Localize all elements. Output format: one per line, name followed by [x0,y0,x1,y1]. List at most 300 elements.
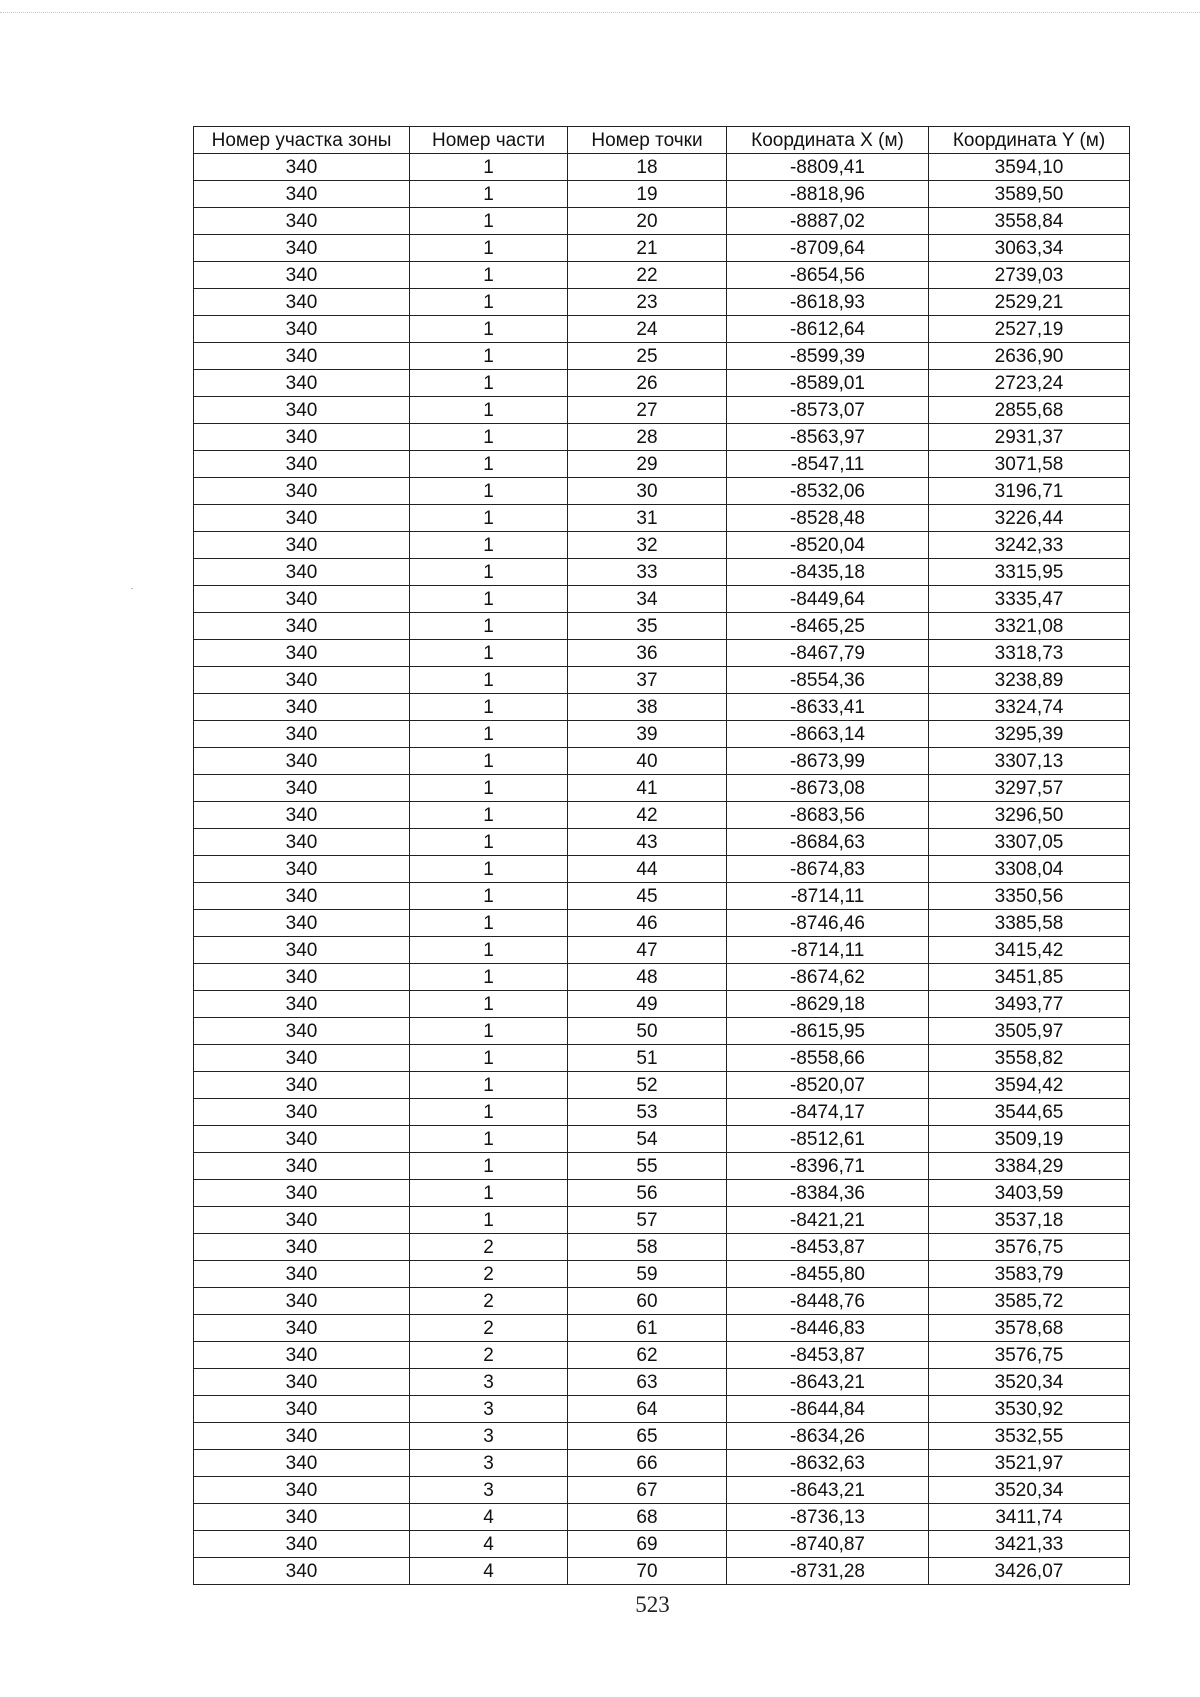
cell-part-number: 1 [410,1072,568,1099]
cell-point-number: 29 [568,451,727,478]
cell-coordinate-x: -8736,13 [727,1504,929,1531]
cell-point-number: 39 [568,721,727,748]
cell-point-number: 70 [568,1558,727,1585]
cell-point-number: 67 [568,1477,727,1504]
cell-part-number: 1 [410,964,568,991]
cell-point-number: 35 [568,613,727,640]
cell-zone-section-number: 340 [194,478,410,505]
cell-coordinate-x: -8643,21 [727,1369,929,1396]
cell-coordinate-y: 3589,50 [929,181,1130,208]
table-row [194,694,1130,721]
cell-zone-section-number: 340 [194,829,410,856]
cell-zone-section-number: 340 [194,1450,410,1477]
cell-part-number: 1 [410,424,568,451]
cell-point-number: 54 [568,1126,727,1153]
cell-zone-section-number: 340 [194,1261,410,1288]
cell-coordinate-x: -8632,63 [727,1450,929,1477]
cell-part-number: 1 [410,343,568,370]
cell-point-number: 24 [568,316,727,343]
cell-zone-section-number: 340 [194,1180,410,1207]
cell-part-number: 1 [410,829,568,856]
cell-zone-section-number: 340 [194,1396,410,1423]
cell-coordinate-x: -8520,07 [727,1072,929,1099]
cell-coordinate-x: -8467,79 [727,640,929,667]
table-row [194,1153,1130,1180]
table-row [194,1072,1130,1099]
cell-coordinate-x: -8714,11 [727,937,929,964]
cell-zone-section-number: 340 [194,451,410,478]
table-row [194,505,1130,532]
cell-coordinate-x: -8818,96 [727,181,929,208]
cell-part-number: 1 [410,667,568,694]
cell-coordinate-x: -8589,01 [727,370,929,397]
cell-coordinate-y: 3426,07 [929,1558,1130,1585]
cell-zone-section-number: 340 [194,262,410,289]
cell-coordinate-y: 3544,65 [929,1099,1130,1126]
cell-coordinate-x: -8599,39 [727,343,929,370]
cell-coordinate-y: 3594,10 [929,154,1130,181]
cell-part-number: 1 [410,478,568,505]
cell-point-number: 66 [568,1450,727,1477]
table-row [194,1180,1130,1207]
cell-zone-section-number: 340 [194,1234,410,1261]
cell-zone-section-number: 340 [194,1423,410,1450]
cell-zone-section-number: 340 [194,154,410,181]
cell-coordinate-y: 3321,08 [929,613,1130,640]
cell-point-number: 52 [568,1072,727,1099]
table-row [194,181,1130,208]
cell-coordinate-y: 3335,47 [929,586,1130,613]
cell-part-number: 1 [410,856,568,883]
cell-coordinate-x: -8612,64 [727,316,929,343]
cell-zone-section-number: 340 [194,1531,410,1558]
table-row [194,1477,1130,1504]
table-row [194,1423,1130,1450]
cell-part-number: 1 [410,721,568,748]
cell-part-number: 1 [410,1153,568,1180]
cell-part-number: 1 [410,289,568,316]
cell-zone-section-number: 340 [194,1315,410,1342]
cell-part-number: 1 [410,748,568,775]
cell-part-number: 1 [410,154,568,181]
cell-point-number: 18 [568,154,727,181]
cell-coordinate-x: -8709,64 [727,235,929,262]
table-row [194,1288,1130,1315]
cell-coordinate-y: 3315,95 [929,559,1130,586]
cell-part-number: 1 [410,802,568,829]
table-row [194,1396,1130,1423]
cell-point-number: 23 [568,289,727,316]
cell-point-number: 25 [568,343,727,370]
cell-coordinate-x: -8684,63 [727,829,929,856]
cell-part-number: 1 [410,316,568,343]
cell-point-number: 68 [568,1504,727,1531]
table-row [194,964,1130,991]
cell-point-number: 60 [568,1288,727,1315]
cell-coordinate-y: 3242,33 [929,532,1130,559]
header-part-number: Номер части [410,127,568,154]
cell-point-number: 51 [568,1045,727,1072]
table-row [194,640,1130,667]
table-row [194,1342,1130,1369]
cell-part-number: 3 [410,1477,568,1504]
cell-part-number: 1 [410,694,568,721]
cell-coordinate-x: -8654,56 [727,262,929,289]
cell-coordinate-x: -8673,99 [727,748,929,775]
cell-point-number: 44 [568,856,727,883]
cell-point-number: 21 [568,235,727,262]
cell-coordinate-y: 3585,72 [929,1288,1130,1315]
cell-zone-section-number: 340 [194,370,410,397]
scan-edge-line [0,12,1200,13]
cell-point-number: 59 [568,1261,727,1288]
cell-coordinate-y: 3505,97 [929,1018,1130,1045]
cell-coordinate-y: 3071,58 [929,451,1130,478]
cell-coordinate-y: 2636,90 [929,343,1130,370]
cell-zone-section-number: 340 [194,640,410,667]
cell-coordinate-y: 3297,57 [929,775,1130,802]
cell-point-number: 26 [568,370,727,397]
page-number: 523 [635,1592,670,1617]
cell-point-number: 45 [568,883,727,910]
table-row [194,397,1130,424]
cell-coordinate-y: 3537,18 [929,1207,1130,1234]
cell-zone-section-number: 340 [194,532,410,559]
cell-point-number: 47 [568,937,727,964]
cell-coordinate-x: -8746,46 [727,910,929,937]
cell-coordinate-y: 3558,84 [929,208,1130,235]
cell-part-number: 1 [410,235,568,262]
cell-zone-section-number: 340 [194,1207,410,1234]
cell-coordinate-y: 3421,33 [929,1531,1130,1558]
cell-coordinate-y: 3521,97 [929,1450,1130,1477]
cell-coordinate-y: 2739,03 [929,262,1130,289]
cell-point-number: 38 [568,694,727,721]
cell-zone-section-number: 340 [194,397,410,424]
cell-coordinate-x: -8673,08 [727,775,929,802]
cell-coordinate-x: -8573,07 [727,397,929,424]
cell-coordinate-y: 3196,71 [929,478,1130,505]
table-row [194,559,1130,586]
cell-coordinate-x: -8615,95 [727,1018,929,1045]
cell-coordinate-y: 3493,77 [929,991,1130,1018]
cell-coordinate-x: -8629,18 [727,991,929,1018]
cell-part-number: 4 [410,1504,568,1531]
cell-point-number: 69 [568,1531,727,1558]
cell-coordinate-x: -8887,02 [727,208,929,235]
cell-coordinate-y: 3594,42 [929,1072,1130,1099]
cell-point-number: 32 [568,532,727,559]
cell-zone-section-number: 340 [194,1045,410,1072]
cell-part-number: 1 [410,613,568,640]
cell-zone-section-number: 340 [194,1018,410,1045]
cell-coordinate-y: 3520,34 [929,1477,1130,1504]
cell-point-number: 22 [568,262,727,289]
cell-point-number: 37 [568,667,727,694]
cell-coordinate-x: -8528,48 [727,505,929,532]
table-row [194,424,1130,451]
cell-zone-section-number: 340 [194,1099,410,1126]
cell-coordinate-x: -8663,14 [727,721,929,748]
cell-zone-section-number: 340 [194,316,410,343]
cell-point-number: 20 [568,208,727,235]
table-row [194,1045,1130,1072]
cell-part-number: 2 [410,1261,568,1288]
cell-part-number: 3 [410,1423,568,1450]
cell-coordinate-x: -8618,93 [727,289,929,316]
table-row [194,1315,1130,1342]
table-row [194,829,1130,856]
cell-coordinate-y: 3509,19 [929,1126,1130,1153]
table-row [194,991,1130,1018]
cell-coordinate-y: 3308,04 [929,856,1130,883]
cell-part-number: 4 [410,1531,568,1558]
cell-coordinate-y: 2723,24 [929,370,1130,397]
cell-zone-section-number: 340 [194,667,410,694]
cell-coordinate-y: 3295,39 [929,721,1130,748]
cell-part-number: 2 [410,1234,568,1261]
table-row [194,667,1130,694]
table-row [194,1099,1130,1126]
cell-zone-section-number: 340 [194,748,410,775]
cell-coordinate-x: -8683,56 [727,802,929,829]
cell-part-number: 2 [410,1342,568,1369]
cell-coordinate-x: -8714,11 [727,883,929,910]
table-header-row [194,127,1130,154]
table-row [194,1207,1130,1234]
table-row [194,748,1130,775]
cell-zone-section-number: 340 [194,1072,410,1099]
cell-part-number: 1 [410,532,568,559]
cell-coordinate-y: 3583,79 [929,1261,1130,1288]
scan-speck [131,588,133,589]
cell-coordinate-x: -8554,36 [727,667,929,694]
cell-coordinate-x: -8453,87 [727,1234,929,1261]
cell-zone-section-number: 340 [194,937,410,964]
table-row [194,721,1130,748]
cell-part-number: 1 [410,1018,568,1045]
cell-zone-section-number: 340 [194,1504,410,1531]
cell-zone-section-number: 340 [194,1126,410,1153]
table-row [194,856,1130,883]
cell-part-number: 3 [410,1369,568,1396]
table-row [194,1450,1130,1477]
cell-zone-section-number: 340 [194,1153,410,1180]
table-row [194,1531,1130,1558]
cell-part-number: 1 [410,586,568,613]
cell-coordinate-x: -8512,61 [727,1126,929,1153]
cell-zone-section-number: 340 [194,856,410,883]
cell-point-number: 63 [568,1369,727,1396]
cell-part-number: 1 [410,640,568,667]
cell-zone-section-number: 340 [194,694,410,721]
cell-zone-section-number: 340 [194,1288,410,1315]
cell-point-number: 48 [568,964,727,991]
cell-coordinate-x: -8396,71 [727,1153,929,1180]
cell-zone-section-number: 340 [194,181,410,208]
header-coordinate-y: Координата Y (м) [929,127,1130,154]
cell-coordinate-x: -8446,83 [727,1315,929,1342]
cell-zone-section-number: 340 [194,208,410,235]
cell-coordinate-y: 3063,34 [929,235,1130,262]
cell-coordinate-x: -8633,41 [727,694,929,721]
cell-coordinate-y: 3520,34 [929,1369,1130,1396]
cell-point-number: 40 [568,748,727,775]
cell-part-number: 3 [410,1450,568,1477]
cell-part-number: 2 [410,1288,568,1315]
cell-part-number: 1 [410,181,568,208]
cell-coordinate-x: -8532,06 [727,478,929,505]
cell-coordinate-x: -8643,21 [727,1477,929,1504]
cell-zone-section-number: 340 [194,424,410,451]
cell-coordinate-x: -8455,80 [727,1261,929,1288]
cell-zone-section-number: 340 [194,1342,410,1369]
cell-coordinate-y: 3403,59 [929,1180,1130,1207]
cell-coordinate-y: 3576,75 [929,1234,1130,1261]
cell-part-number: 2 [410,1315,568,1342]
cell-point-number: 57 [568,1207,727,1234]
cell-zone-section-number: 340 [194,586,410,613]
cell-coordinate-x: -8547,11 [727,451,929,478]
cell-coordinate-y: 3318,73 [929,640,1130,667]
cell-part-number: 1 [410,397,568,424]
cell-zone-section-number: 340 [194,235,410,262]
cell-coordinate-y: 3350,56 [929,883,1130,910]
cell-point-number: 34 [568,586,727,613]
cell-coordinate-x: -8674,62 [727,964,929,991]
table-row [194,235,1130,262]
cell-coordinate-x: -8449,64 [727,586,929,613]
cell-coordinate-y: 3576,75 [929,1342,1130,1369]
cell-zone-section-number: 340 [194,1477,410,1504]
cell-part-number: 1 [410,1180,568,1207]
cell-coordinate-y: 3411,74 [929,1504,1130,1531]
cell-part-number: 1 [410,991,568,1018]
cell-part-number: 1 [410,451,568,478]
table-row [194,1234,1130,1261]
cell-point-number: 50 [568,1018,727,1045]
coordinates-table [193,126,1130,1585]
cell-zone-section-number: 340 [194,775,410,802]
table-body [194,154,1130,1585]
cell-coordinate-y: 3385,58 [929,910,1130,937]
cell-coordinate-x: -8809,41 [727,154,929,181]
cell-point-number: 53 [568,1099,727,1126]
cell-part-number: 1 [410,1099,568,1126]
cell-point-number: 19 [568,181,727,208]
cell-coordinate-x: -8674,83 [727,856,929,883]
cell-coordinate-y: 3384,29 [929,1153,1130,1180]
cell-zone-section-number: 340 [194,991,410,1018]
cell-coordinate-x: -8644,84 [727,1396,929,1423]
cell-coordinate-x: -8474,17 [727,1099,929,1126]
table-row [194,154,1130,181]
cell-coordinate-y: 3451,85 [929,964,1130,991]
header-zone-section-number: Номер участка зоны [194,127,410,154]
table-row [194,775,1130,802]
cell-part-number: 1 [410,937,568,964]
cell-coordinate-y: 2527,19 [929,316,1130,343]
cell-part-number: 4 [410,1558,568,1585]
cell-point-number: 31 [568,505,727,532]
cell-zone-section-number: 340 [194,883,410,910]
cell-coordinate-x: -8384,36 [727,1180,929,1207]
table-row [194,1126,1130,1153]
cell-point-number: 62 [568,1342,727,1369]
cell-coordinate-y: 3296,50 [929,802,1130,829]
table-row [194,802,1130,829]
table-row [194,1369,1130,1396]
cell-coordinate-y: 2931,37 [929,424,1130,451]
table-row [194,532,1130,559]
cell-point-number: 56 [568,1180,727,1207]
cell-point-number: 58 [568,1234,727,1261]
table-row [194,1261,1130,1288]
cell-coordinate-y: 3238,89 [929,667,1130,694]
table-row [194,208,1130,235]
cell-zone-section-number: 340 [194,910,410,937]
cell-zone-section-number: 340 [194,1369,410,1396]
cell-coordinate-y: 3558,82 [929,1045,1130,1072]
cell-coordinate-x: -8563,97 [727,424,929,451]
cell-point-number: 65 [568,1423,727,1450]
cell-point-number: 27 [568,397,727,424]
cell-coordinate-y: 3415,42 [929,937,1130,964]
cell-point-number: 64 [568,1396,727,1423]
table-row [194,262,1130,289]
cell-zone-section-number: 340 [194,559,410,586]
table-row [194,613,1130,640]
table-row [194,343,1130,370]
cell-coordinate-x: -8435,18 [727,559,929,586]
cell-coordinate-y: 3532,55 [929,1423,1130,1450]
cell-point-number: 49 [568,991,727,1018]
table-row [194,883,1130,910]
cell-point-number: 61 [568,1315,727,1342]
cell-coordinate-x: -8731,28 [727,1558,929,1585]
table-row [194,1558,1130,1585]
cell-coordinate-x: -8558,66 [727,1045,929,1072]
cell-part-number: 1 [410,1207,568,1234]
table-row [194,316,1130,343]
cell-part-number: 1 [410,559,568,586]
cell-point-number: 55 [568,1153,727,1180]
cell-zone-section-number: 340 [194,721,410,748]
table-row [194,478,1130,505]
cell-part-number: 1 [410,208,568,235]
cell-zone-section-number: 340 [194,343,410,370]
table-row [194,451,1130,478]
cell-coordinate-x: -8520,04 [727,532,929,559]
cell-point-number: 43 [568,829,727,856]
cell-part-number: 1 [410,505,568,532]
cell-part-number: 3 [410,1396,568,1423]
cell-coordinate-x: -8465,25 [727,613,929,640]
cell-point-number: 42 [568,802,727,829]
cell-coordinate-y: 3578,68 [929,1315,1130,1342]
cell-zone-section-number: 340 [194,964,410,991]
table-row [194,910,1130,937]
cell-zone-section-number: 340 [194,1558,410,1585]
table-row [194,586,1130,613]
cell-point-number: 33 [568,559,727,586]
cell-zone-section-number: 340 [194,289,410,316]
cell-coordinate-x: -8634,26 [727,1423,929,1450]
cell-point-number: 36 [568,640,727,667]
table-row [194,1018,1130,1045]
cell-zone-section-number: 340 [194,802,410,829]
table-row [194,1504,1130,1531]
